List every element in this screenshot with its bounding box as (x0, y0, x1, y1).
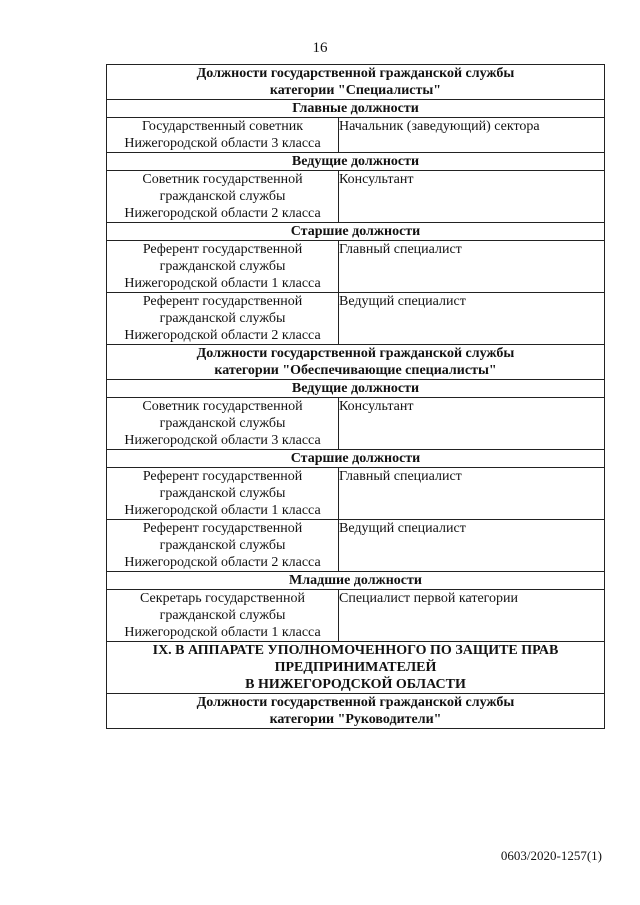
position-title: Консультант (339, 171, 605, 223)
section-heading (107, 642, 605, 694)
category-heading-text: Должности государственной гражданской службы категории "Специалисты" (107, 65, 605, 100)
group-heading-text: Старшие должности (107, 450, 605, 468)
position-title: Главный специалист (339, 468, 605, 520)
position-title: Ведущий специалист (339, 293, 605, 345)
category-header (107, 65, 605, 100)
civil-service-rank: Референт государственной гражданской службы Нижегородской области 1 класса (107, 468, 339, 520)
civil-service-rank: Советник государственной гражданской службы Нижегородской области 2 класса (107, 171, 339, 223)
civil-service-rank: Советник государственной гражданской службы Нижегородской области 3 класса (107, 398, 339, 450)
civil-service-rank: Референт государственной гражданской службы Нижегородской области 2 класса (107, 520, 339, 572)
position-row (107, 293, 605, 345)
position-row (107, 468, 605, 520)
positions-table (106, 64, 605, 729)
category-heading-text: Должности государственной гражданской службы категории "Руководители" (107, 694, 605, 729)
position-row (107, 520, 605, 572)
position-row (107, 398, 605, 450)
position-group-header (107, 153, 605, 171)
group-heading-text: Главные должности (107, 100, 605, 118)
position-row (107, 241, 605, 293)
big-heading-text: IX. В АППАРАТЕ УПОЛНОМОЧЕННОГО ПО ЗАЩИТЕ ПРАВ ПРЕДПРИНИМАТЕЛЕЙ В НИЖЕГОРОДСКОЙ ОБЛАСТИ (107, 642, 605, 694)
civil-service-rank: Государственный советник Нижегородской области 3 класса (107, 118, 339, 153)
page-number: 16 (312, 40, 328, 56)
position-title: Главный специалист (339, 241, 605, 293)
position-title: Консультант (339, 398, 605, 450)
group-heading-text: Старшие должности (107, 223, 605, 241)
category-heading-text: Должности государственной гражданской службы категории "Обеспечивающие специалисты" (107, 345, 605, 380)
position-group-header (107, 100, 605, 118)
position-group-header (107, 572, 605, 590)
position-group-header (107, 223, 605, 241)
position-row (107, 171, 605, 223)
group-heading-text: Младшие должности (107, 572, 605, 590)
civil-service-rank: Референт государственной гражданской службы Нижегородской области 2 класса (107, 293, 339, 345)
category-header (107, 345, 605, 380)
civil-service-rank: Референт государственной гражданской службы Нижегородской области 1 класса (107, 241, 339, 293)
civil-service-rank: Секретарь государственной гражданской службы Нижегородской области 1 класса (107, 590, 339, 642)
group-heading-text: Ведущие должности (107, 153, 605, 171)
position-group-header (107, 450, 605, 468)
position-title: Начальник (заведующий) сектора (339, 118, 605, 153)
document-code: 0603/2020-1257(1) (500, 848, 602, 863)
position-group-header (107, 380, 605, 398)
position-title: Специалист первой категории (339, 590, 605, 642)
position-row (107, 590, 605, 642)
position-title: Ведущий специалист (339, 520, 605, 572)
category-header (107, 694, 605, 729)
position-row (107, 118, 605, 153)
group-heading-text: Ведущие должности (107, 380, 605, 398)
